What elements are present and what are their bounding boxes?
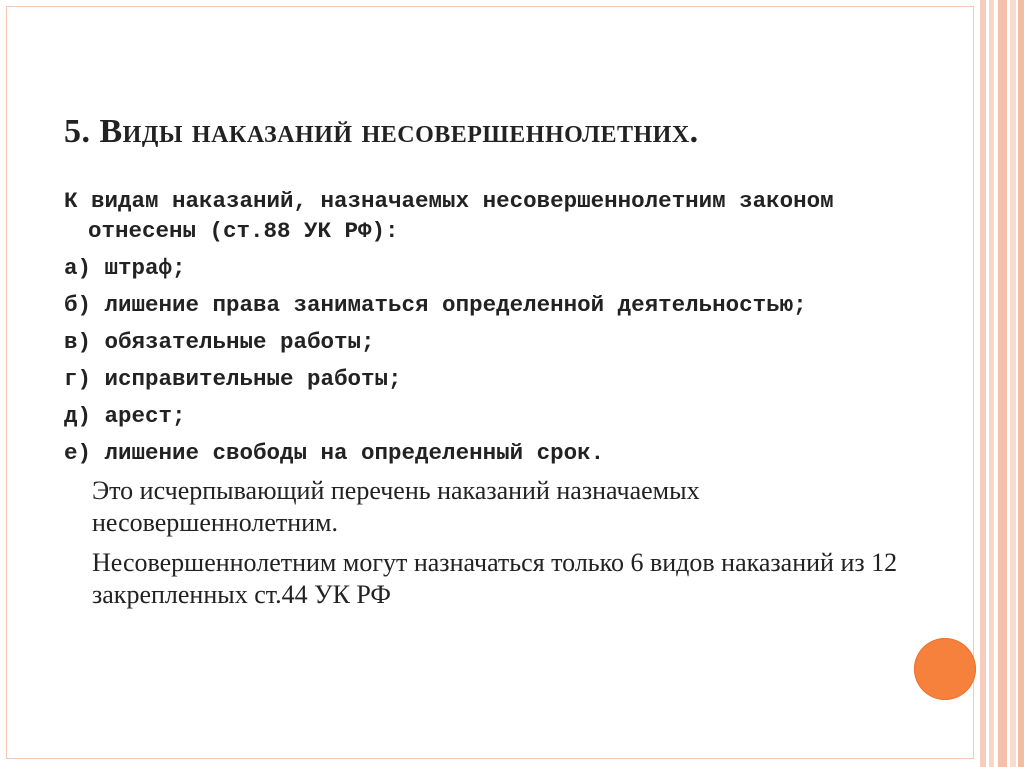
decorative-stripe (1010, 0, 1016, 767)
list-item: д) арест; (64, 403, 186, 429)
list-item: е) лишение свободы на определенный срок. (64, 440, 605, 466)
note-paragraph: Несовершеннолетним могут назначаться только 6 видов наказаний из 12 закрепленных ст.44 УК РФ (92, 548, 898, 609)
orange-circle-decoration (914, 638, 976, 700)
decorative-stripe (998, 0, 1007, 767)
list-item: в) обязательные работы; (64, 329, 375, 355)
list-item: г) исправительные работы; (64, 366, 402, 392)
slide-title: 5. Виды наказаний несовершеннолетних. (64, 113, 699, 150)
decorative-stripe (1018, 0, 1024, 767)
intro-paragraph: К видам наказаний, назначаемых несовершеннолетним законом отнесены (ст.88 УК РФ): (64, 188, 834, 244)
note-paragraph: Это исчерпывающий перечень наказаний назначаемых несовершеннолетним. (92, 476, 700, 537)
list-item: б) лишение права заниматься определенной деятельностью; (64, 292, 807, 318)
decorative-stripe (980, 0, 986, 767)
list-item: а) штраф; (64, 255, 186, 281)
decorative-stripe (989, 0, 994, 767)
slide-body (64, 186, 914, 619)
